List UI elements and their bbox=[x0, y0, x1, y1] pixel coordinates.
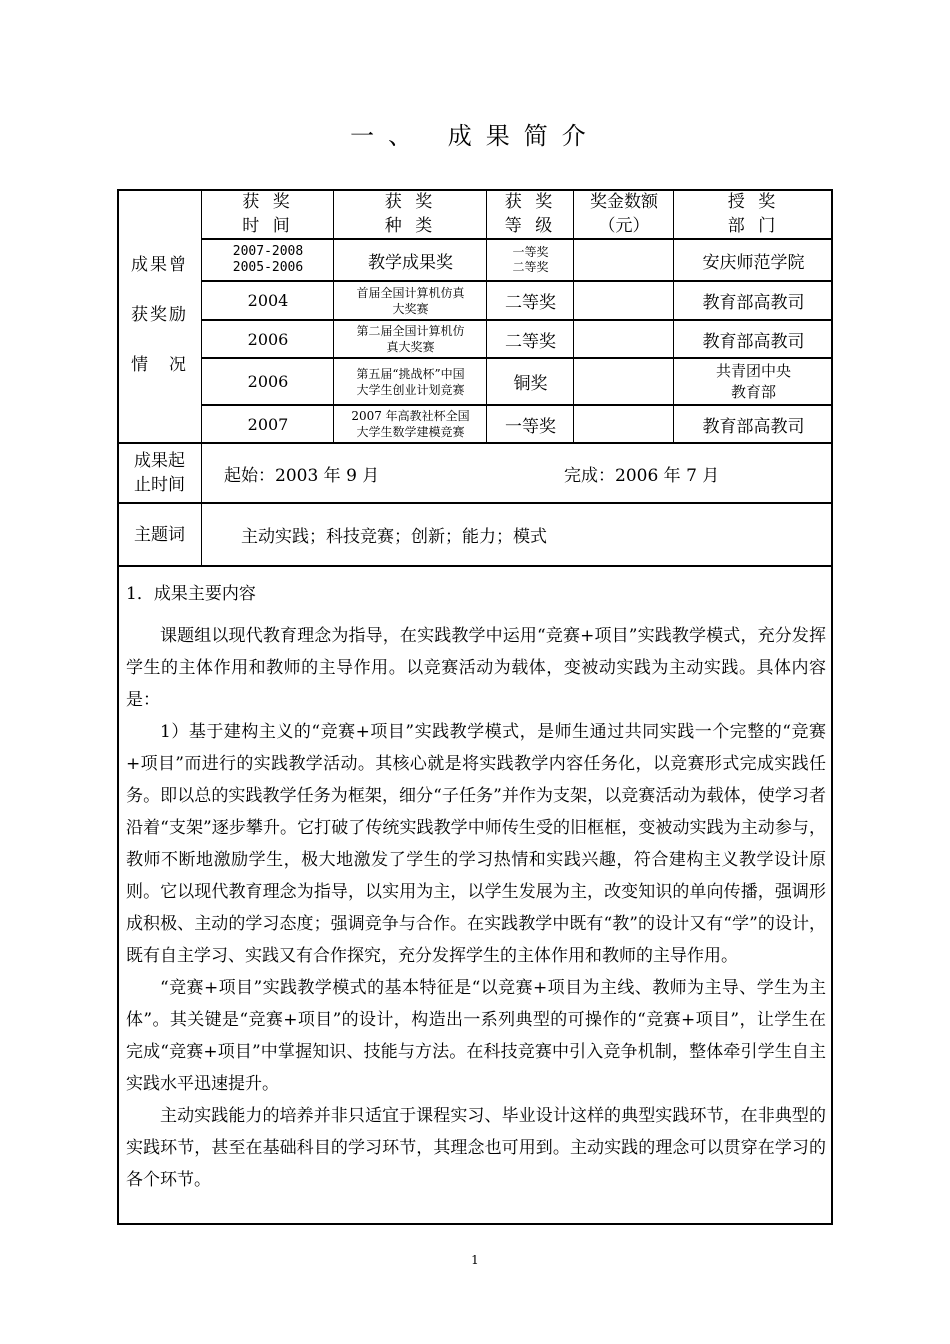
award-time: 2007-2008 2005-2006 bbox=[232, 244, 304, 275]
award-level: 一等奖 bbox=[505, 416, 556, 437]
award-level: 二等奖 bbox=[505, 293, 556, 313]
header-award-amount: 奖金数额 （元） bbox=[590, 192, 658, 236]
award-amount bbox=[575, 240, 673, 280]
col-divider bbox=[486, 189, 487, 442]
award-dept: 教育部高教司 bbox=[702, 331, 805, 352]
award-amount bbox=[575, 359, 673, 404]
award-section-label: 成果曾 获奖励 情 况 bbox=[131, 255, 188, 375]
award-amount bbox=[575, 282, 673, 319]
award-kind: 第五届“挑战杯”中国 大学生创业计划竞赛 bbox=[356, 366, 465, 397]
content-heading: 1．成果主要内容 bbox=[126, 584, 256, 604]
col-divider bbox=[573, 189, 574, 442]
keywords-label: 主题词 bbox=[134, 524, 185, 545]
col-divider bbox=[201, 189, 202, 565]
period-start: 起始：2003 年 9 月 bbox=[224, 465, 380, 486]
award-amount bbox=[575, 321, 673, 357]
award-time: 2006 bbox=[247, 372, 289, 391]
award-time: 2004 bbox=[247, 291, 289, 310]
header-award-kind: 获 奖 种 类 bbox=[384, 192, 437, 236]
content-paragraph: 1）基于建构主义的“竞赛+项目”实践教学模式，是师生通过共同实践一个完整的“竞赛+项目”而进行的实践教学活动。其核心就是将实践教学内容任务化，以竞赛形式完成实践任务。即以总的实践教学任务为框架，细分“子任务”并作为支架，以竞赛活动为载体，使学习者沿着“支架”逐步攀升。它打破了传统实践教学中师传生受的旧框框，变被动实践为主动参与，教师不断地激励学生，极大地激发了学生的学习热情和实践兴趣，符合建构主义教学设计原则。它以现代教育理念为指导，以实用为主，以学生发展为主，改变知识的单向传播，强调形成积极、主动的学习态度；强调竞争与合作。在实践教学中既有“教”的设计又有“学”的设计，既有自主学习、实践又有合作探究，充分发挥学生的主体作用和教师的主导作用。 bbox=[126, 722, 826, 966]
award-amount bbox=[575, 406, 673, 442]
award-kind: 首届全国计算机仿真 大奖赛 bbox=[356, 285, 465, 316]
header-award-dept: 授 奖 部 门 bbox=[727, 192, 780, 236]
award-level: 二等奖 bbox=[505, 331, 556, 352]
award-kind: 2007 年高教社杯全国 大学生数学建模竞赛 bbox=[351, 409, 470, 439]
award-kind: 教学成果奖 bbox=[368, 252, 453, 273]
content-paragraph: 主动实践能力的培养并非只适宜于课程实习、毕业设计这样的典型实践环节，在非典型的实践环节，甚至在基础科目的学习环节，其理念也可用到。主动实践的理念可以贯穿在学习的各个环节。 bbox=[126, 1106, 826, 1190]
award-dept: 教育部高教司 bbox=[702, 416, 805, 437]
content-paragraph: “竞赛+项目”实践教学模式的基本特征是“以竞赛+项目为主线、教师为主导、学生为主体”。其关键是“竞赛+项目”的设计，构造出一系列典型的可操作的“竞赛+项目”，让学生在完成“竞赛+项目”中掌握知识、技能与方法。在科技竞赛中引入竞争机制，整体牵引学生自主实践水平迅速提升。 bbox=[126, 978, 826, 1094]
award-time: 2006 bbox=[247, 329, 289, 349]
col-divider bbox=[333, 189, 334, 442]
content-section bbox=[126, 578, 826, 1196]
award-time: 2007 bbox=[247, 414, 289, 434]
award-level: 一等奖 二等奖 bbox=[512, 245, 549, 274]
award-dept: 教育部高教司 bbox=[702, 293, 805, 313]
header-award-time: 获 奖 时 间 bbox=[242, 192, 294, 236]
period-end: 完成：2006 年 7 月 bbox=[564, 465, 720, 486]
row-divider bbox=[117, 565, 833, 567]
content-paragraph: 课题组以现代教育理念为指导，在实践教学中运用“竞赛+项目”实践教学模式，充分发挥学生的主体作用和教师的主导作用。以竞赛活动为载体，变被动实践为主动实践。具体内容是： bbox=[126, 626, 826, 710]
page-title: 一、 成果简介 bbox=[350, 122, 600, 150]
col-divider bbox=[673, 189, 674, 442]
period-label: 成果起 止时间 bbox=[134, 451, 185, 495]
header-award-level: 获 奖 等 级 bbox=[504, 192, 557, 236]
award-dept: 安庆师范学院 bbox=[702, 252, 805, 273]
page-number: 1 bbox=[471, 1253, 479, 1267]
keywords-value: 主动实践；科技竞赛；创新；能力；模式 bbox=[241, 527, 547, 547]
award-kind: 第二届全国计算机仿 真大奖赛 bbox=[356, 324, 465, 354]
award-level: 铜奖 bbox=[513, 374, 548, 394]
award-dept: 共青团中央 教育部 bbox=[715, 361, 791, 401]
